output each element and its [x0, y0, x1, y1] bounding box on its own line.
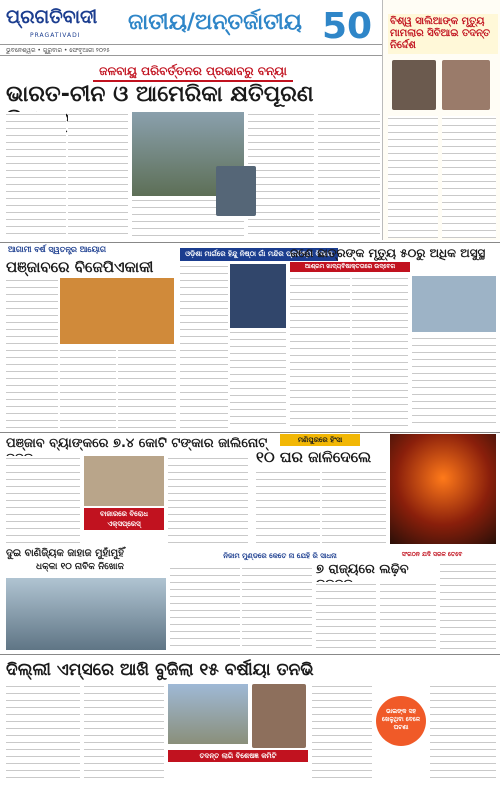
section-divider-2 [0, 432, 500, 433]
student-text-a [290, 276, 350, 428]
lead-kicker [6, 60, 380, 80]
odisha-strip[interactable]: ଓଡ଼ିଶା ମାର୍ଗରେ ହିନ୍ଦୁ ନିଷ୍ଠା ଗାଁ ମନ୍ଦିର ପ୍ରତିଷ୍ଠା ବିଭାଗ [180, 248, 338, 261]
tension-text-c [440, 562, 496, 650]
tension-text-a [316, 582, 376, 650]
ship-subhead: ଧକ୍କା ୧୦ ନାବିକ ନିଖୋଜ [36, 562, 124, 572]
aiims-text-b [84, 684, 164, 784]
lead-kicker-text: ଜଳବାୟୁ ପରିବର୍ତ୍ତନର ପ୍ରଭାବରୁ ବନ୍ୟା [93, 63, 293, 82]
probe-strip[interactable]: ତଦନ୍ତ ଲାଗି ବିଶେଷଜ୍ଞ କମିଟି [168, 750, 308, 762]
punjab-text-c [118, 348, 176, 428]
aiims-text-c [312, 684, 372, 784]
odisha-text-a [180, 264, 228, 428]
dateline: ଭୁବନେଶ୍ୱର • ଗୁରୁବାର • ଫେବୃଆରୀ ୨୦୨୫ [0, 44, 500, 56]
brand-subtitle: PRAGATIVADI [30, 32, 81, 39]
victim-portrait [252, 684, 306, 748]
section-title: ଜାତୀୟ/ଅନ୍ତର୍ଜାତୀୟ [128, 10, 302, 35]
aiims-text-a [6, 684, 80, 784]
bank-text-a [6, 456, 80, 546]
section-divider-3 [0, 654, 500, 655]
student-text-c [412, 336, 496, 428]
aiims-building-photo [168, 684, 248, 744]
fire-text-a [256, 470, 320, 546]
nizam-strip[interactable]: ନିଜାମ ମୁଣ୍ଡରେ କେତେ ନା ଯେହି ରି ସାଧନା [170, 550, 390, 562]
section-divider [0, 242, 500, 243]
ship-photo [6, 578, 166, 650]
fire-headline[interactable]: ୧୦ ଘର ଜାଳିଦେଲେ [256, 448, 372, 466]
right-story-text-a [388, 116, 438, 238]
lead-text-col-2 [68, 112, 128, 240]
ship-headline[interactable]: ଦୁଇ ବାଣିଜ୍ୟିକ ଜାହାଜ ମୁହାଁମୁହିଁ [6, 548, 124, 559]
lead-text-col-4 [248, 112, 314, 240]
punjab-text-b [60, 348, 116, 428]
lead-text-col-5 [318, 112, 380, 240]
right-story-text-b [442, 116, 496, 238]
hospital-photo [412, 276, 496, 332]
tension-headline[interactable]: ୭ ରାଜ୍ୟରେ ଲଢ଼ିବ [316, 562, 409, 577]
aiims-headline[interactable]: ଦିଲ୍ଲୀ ଏମ୍‌ସରେ ଆଖି ବୁଜିଲା ୧୫ ବର୍ଷୀୟା ତନଭି [6, 660, 314, 680]
nizam-text-b [242, 566, 312, 650]
punjab-text-a [6, 278, 58, 428]
lead-text-col-1 [6, 112, 66, 240]
bank-photo [84, 456, 164, 506]
tension-kicker: ସଂଗଠନ ଯଦି ସରଳ ତେବେ [392, 550, 472, 560]
brand-logo[interactable]: ପ୍ରଗତିବାଦୀ [6, 6, 98, 28]
market-label: ବାଜାରରେ ବିରୋଧ ଏକ୍ସପ୍ରେସ୍ [84, 508, 164, 530]
fire-text-b [322, 470, 386, 546]
anniversary-badge: 50 [322, 6, 373, 47]
tension-text-b [380, 582, 436, 650]
fire-photo [390, 434, 496, 544]
punjab-kicker: ଆଗାମୀ ବର୍ଷ ସ୍ୱତନ୍ତ୍ର ଆୟୋଗ [8, 245, 107, 254]
right-story-headline[interactable]: ବିଶ୍ୱ ସାଲିଆଙ୍କ ମୃତ୍ୟୁ ମାମଲାର ସିବିଆଇ ତଦନ୍ତ ନିର୍ଦ୍ଦେଶ [388, 14, 498, 54]
portrait-photo-woman [442, 60, 490, 110]
leader-portrait [216, 166, 256, 216]
officer-photo [230, 264, 286, 328]
odisha-text-b [230, 330, 286, 428]
student-text-b [352, 276, 408, 428]
nizam-text-a [170, 566, 240, 650]
lead-headline[interactable]: ଭାରତ-ଚୀନ ଓ ଆମେରିକା କ୍ଷତିପୂରଣ [6, 82, 314, 107]
aiims-text-d [430, 684, 496, 784]
student-headline[interactable]: ଜଣେ ଛାତ୍ରଙ୍କ ମୃତ୍ୟୁ ୫୦ରୁ ଅଧିକ ଅସୁସ୍ଥ [290, 246, 486, 260]
punjab-headline[interactable]: ପଞ୍ଜାବରେ ବିଜେପିଏକାକୀ [6, 258, 154, 276]
manipur-tag: ମଣିପୁରରେ ହିଂସା [280, 434, 360, 446]
student-kicker: ଆଶ୍ରମ ଖାଦ୍ୟବିଷାକ୍ତତାରେ ଉଦ୍‌ବେଗ [290, 262, 410, 272]
aiims-badge: ଭାଇଙ୍କ ସହ ଖେଳୁଥିବା ବେଳେ ଘଟଣା [376, 696, 426, 746]
bank-text-b [168, 456, 248, 546]
punjab-photo [60, 278, 174, 344]
bank-headline[interactable]: ପଞ୍ଜାବ ବ୍ୟାଙ୍କରେ ୭.୪ କୋଟି ଟଙ୍କାର ଜାଲିନୋଟ୍ [6, 436, 268, 451]
portrait-photo-man [392, 60, 436, 110]
